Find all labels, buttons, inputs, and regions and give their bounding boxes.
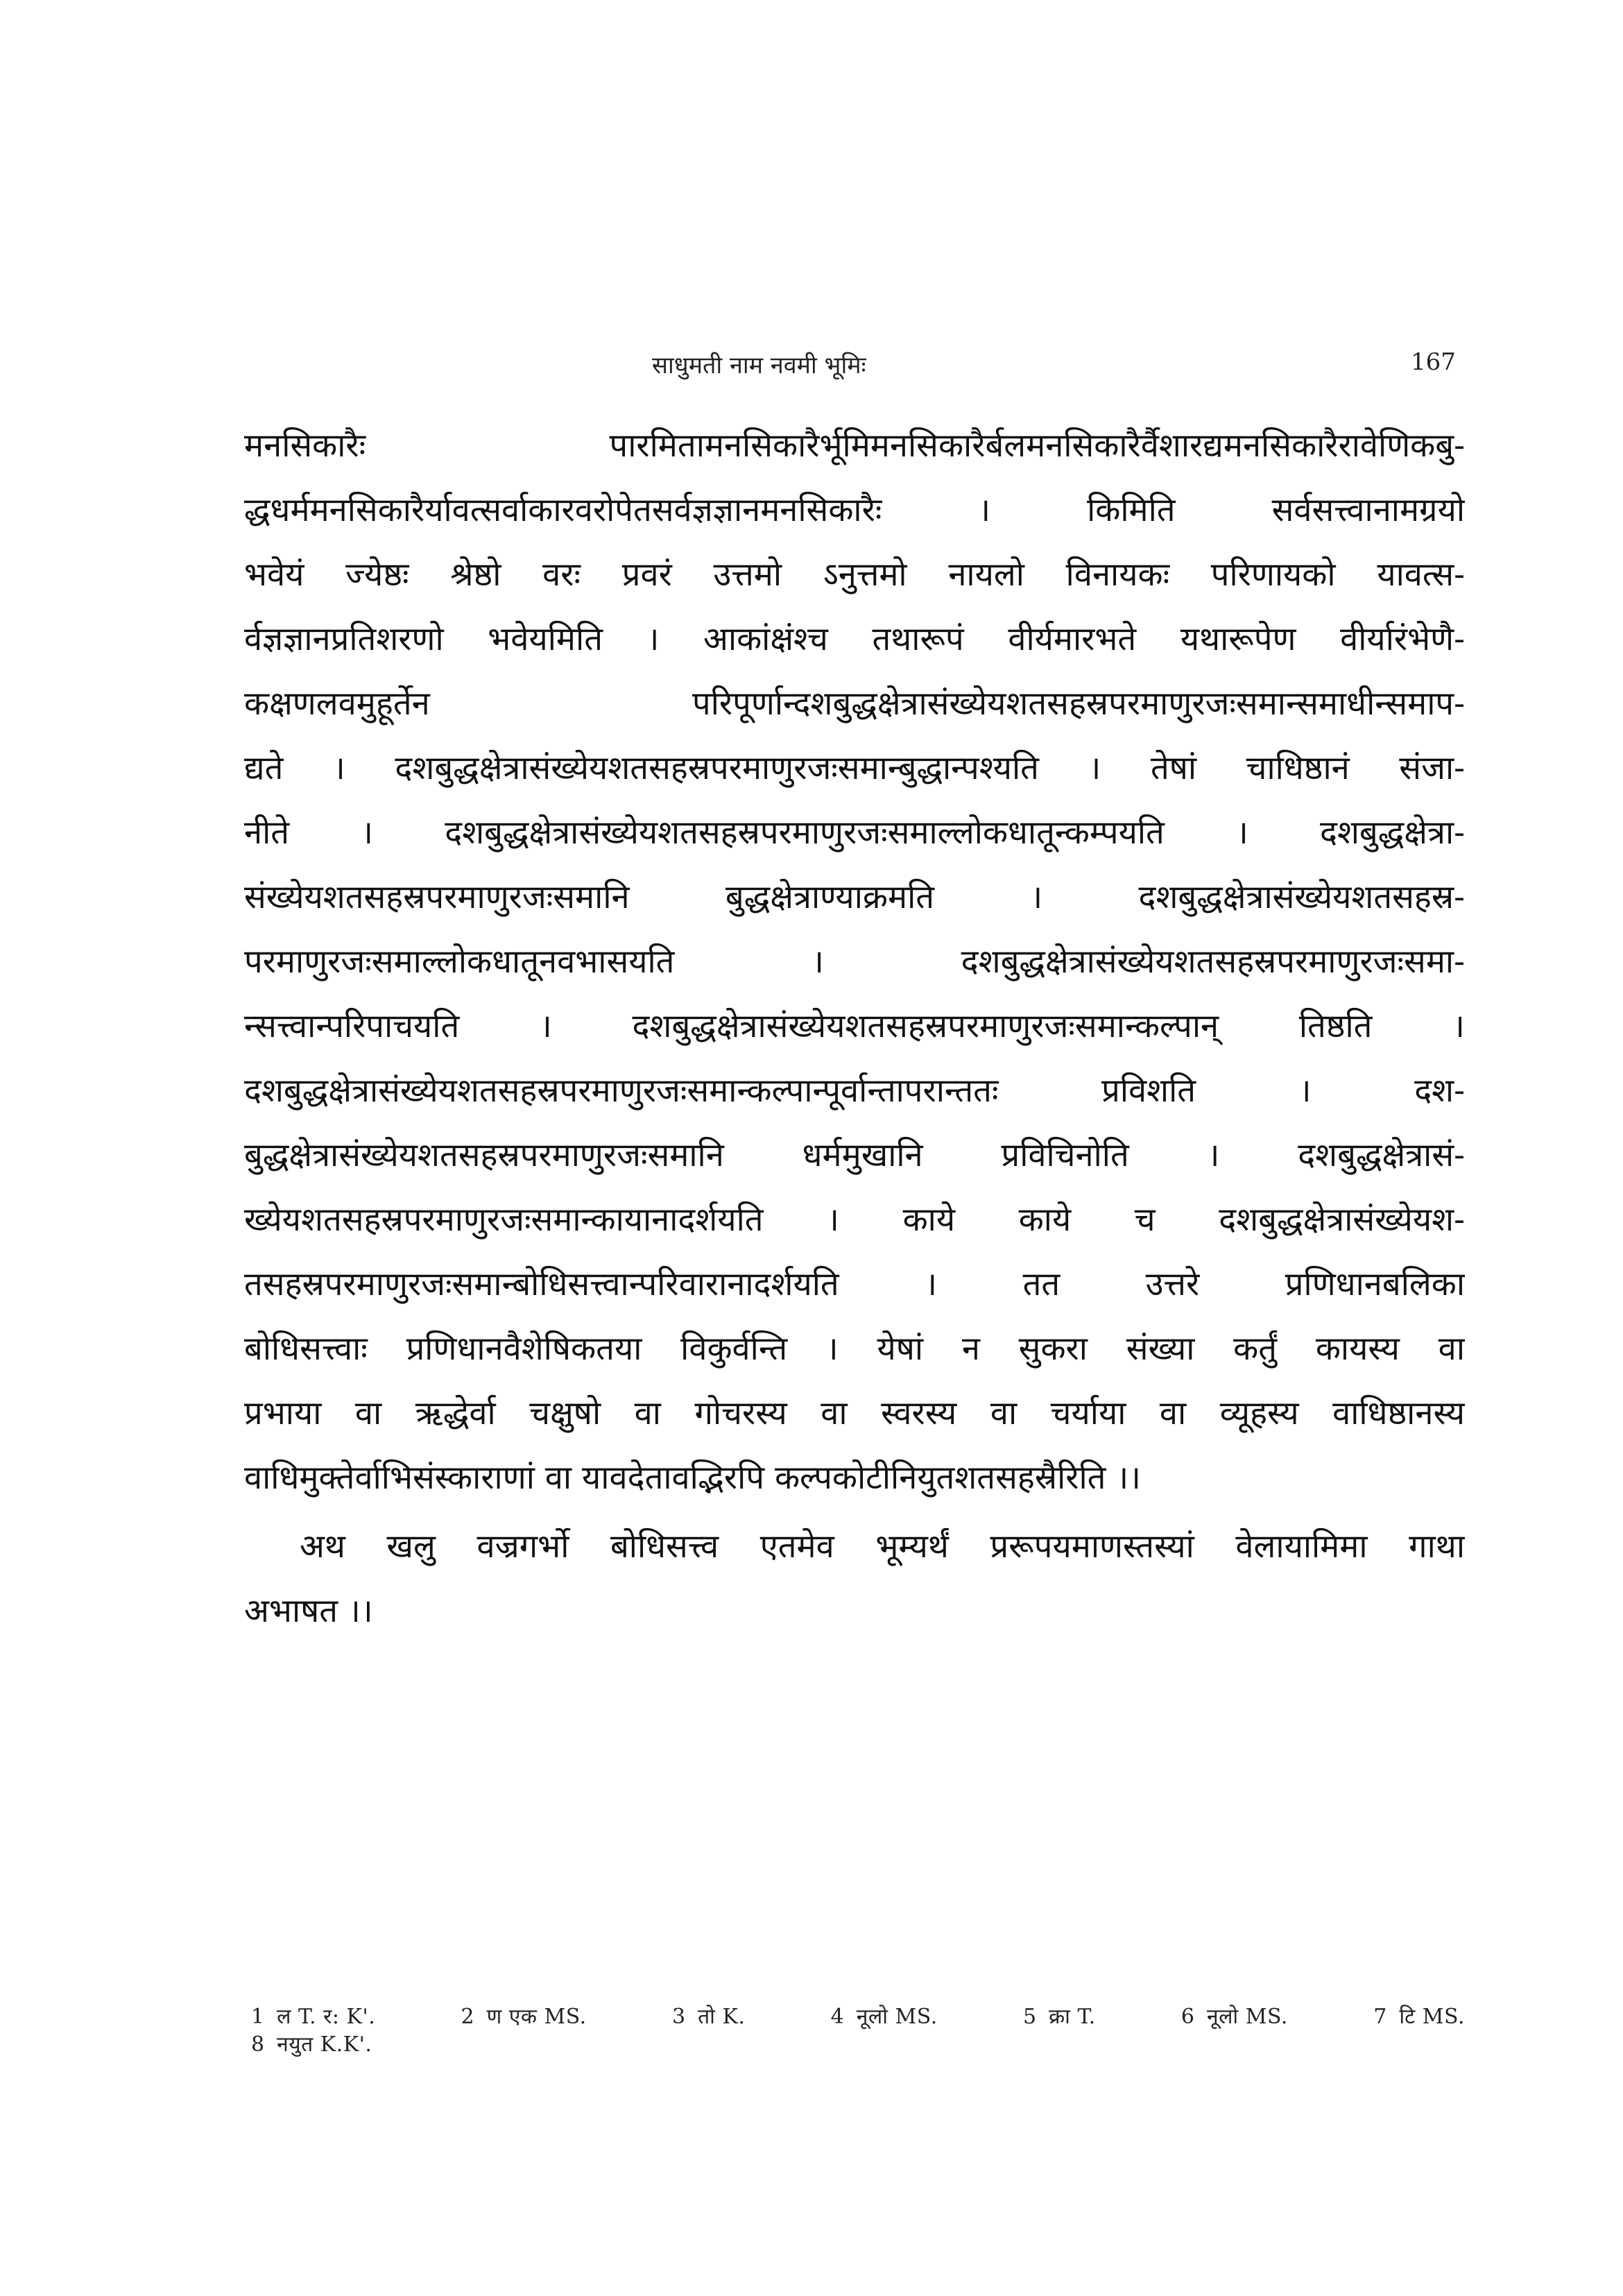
text-line: प्रभाया वा ऋद्धेर्वा चक्षुषो वा गोचरस्य वा स्वरस्य वा चर्याया वा व्यूहस्य वाधिष्ठानस्य xyxy=(244,1394,1465,1432)
footnotes xyxy=(251,2003,1465,2059)
text-line: द्धधर्ममनसिकारैर्यावत्सर्वाकारवरोपेतसर्वज्ञज्ञानमनसिकारैः । किमिति सर्वसत्त्वानामग्रयो xyxy=(244,491,1465,529)
text-line: मनसिकारैः पारमितामनसिकारैर्भूमिमनसिकारैर्बलमनसिकारैर्वैशारद्यमनसिकारैरावेणिकबु- xyxy=(244,427,1465,465)
footnote-row xyxy=(251,2031,1465,2059)
text-line: बोधिसत्त्वाः प्रणिधानवैशेषिकतया विकुर्वन्ति । येषां न सुकरा संख्या कर्तुं कायस्य वा xyxy=(244,1330,1465,1368)
text-line: द्यते । दशबुद्धक्षेत्रासंख्येयशतसहस्रपरमाणुरजःसमान्बुद्धान्पश्यति । तेषां चाधिष्ठानं संजा- xyxy=(244,749,1465,787)
page-number: 167 xyxy=(1411,348,1456,376)
text-line: कक्षणलवमुहूर्तेन परिपूर्णान्दशबुद्धक्षेत्रासंख्येयशतसहस्रपरमाणुरजःसमान्समाधीन्समाप- xyxy=(244,685,1465,723)
text-line: भवेयं ज्येष्ठः श्रेष्ठो वरः प्रवरं उत्तमो ऽनुत्तमो नायलो विनायकः परिणायको यावत्स- xyxy=(244,556,1465,594)
footnote: 1 ल T. र: K'. xyxy=(251,2005,376,2029)
text-line: र्वज्ञज्ञानप्रतिशरणो भवेयमिति । आकांक्षंश्च तथारूपं वीर्यमारभते यथारूपेण वीर्यारंभेणै- xyxy=(244,620,1465,658)
footnote: 5 क्रा T. xyxy=(1023,2005,1096,2029)
running-header: साधुमती नाम नवमी भूमिः xyxy=(652,352,866,379)
text-line: दशबुद्धक्षेत्रासंख्येयशतसहस्रपरमाणुरजःसमान्कल्पान्पूर्वान्तापरान्ततः प्रविशति । दश- xyxy=(244,1072,1465,1110)
footnote: 4 नूलो MS. xyxy=(830,2005,938,2029)
footnote: 3 तो K. xyxy=(671,2005,746,2029)
text-line: संख्येयशतसहस्रपरमाणुरजःसमानि बुद्धक्षेत्राण्याक्रमति । दशबुद्धक्षेत्रासंख्येयशतसहस्र- xyxy=(244,878,1465,916)
body-text xyxy=(244,413,1465,1643)
footnote: 7 टि MS. xyxy=(1373,2005,1465,2029)
closing-paragraph-line: अभाषत ।। xyxy=(244,1592,373,1630)
text-line: तसहस्रपरमाणुरजःसमान्बोधिसत्त्वान्परिवारानादर्शयति । तत उत्तरे प्रणिधानबलिका xyxy=(244,1265,1465,1303)
text-line: नीते । दशबुद्धक्षेत्रासंख्येयशतसहस्रपरमाणुरजःसमाल्लोकधातून्कम्पयति । दशबुद्धक्षेत्रा- xyxy=(244,814,1465,852)
text-line: ख्येयशतसहस्रपरमाणुरजःसमान्कायानादर्शयति । काये काये च दशबुद्धक्षेत्रासंख्येयश- xyxy=(244,1201,1465,1239)
text-line: वाधिमुक्तेर्वाभिसंस्काराणां वा यावदेतावद्भिरपि कल्पकोटीनियुतशतसहस्रैरिति ।। xyxy=(244,1459,1141,1497)
text-line: बुद्धक्षेत्रासंख्येयशतसहस्रपरमाणुरजःसमानि धर्ममुखानि प्रविचिनोति । दशबुद्धक्षेत्रासं- xyxy=(244,1136,1465,1174)
footnote-row xyxy=(251,2003,1465,2031)
footnote: 8 नयुत K.K'. xyxy=(251,2032,372,2057)
closing-paragraph-line: अथ खलु वज्रगर्भो बोधिसत्त्व एतमेव भूम्यर्थं प्ररूपयमाणस्तस्यां वेलायामिमा गाथा xyxy=(300,1527,1465,1566)
text-line: परमाणुरजःसमाल्लोकधातूनवभासयति । दशबुद्धक्षेत्रासंख्येयशतसहस्रपरमाणुरजःसमा- xyxy=(244,943,1465,981)
footnote: 6 नूलो MS. xyxy=(1180,2005,1288,2029)
footnote: 2 ण एक MS. xyxy=(461,2005,587,2029)
text-line: न्सत्त्वान्परिपाचयति । दशबुद्धक्षेत्रासंख्येयशतसहस्रपरमाणुरजःसमान्कल्पान् तिष्ठति । xyxy=(244,1007,1465,1045)
